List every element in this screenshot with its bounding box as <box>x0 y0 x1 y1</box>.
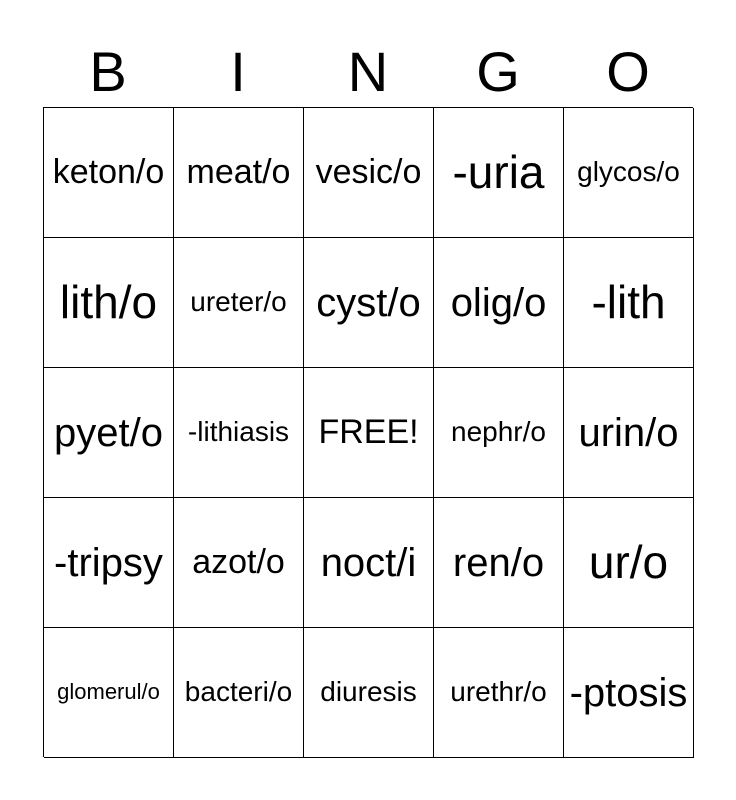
bingo-cell[interactable] <box>434 628 564 758</box>
cell-text: ren/o <box>452 540 545 585</box>
bingo-cell[interactable] <box>564 368 694 498</box>
bingo-cell[interactable] <box>174 498 304 628</box>
cell-text: olig/o <box>450 280 547 325</box>
bingo-header <box>43 40 693 108</box>
header-letter-i: I <box>230 40 246 103</box>
cell-text: vesic/o <box>315 152 422 191</box>
header-letter-o: O <box>606 40 650 103</box>
cell-text: pyet/o <box>54 410 163 455</box>
bingo-cell[interactable] <box>434 498 564 628</box>
bingo-cell[interactable] <box>174 238 304 368</box>
cell-text: bacteri/o <box>184 676 293 708</box>
bingo-cell[interactable] <box>434 108 564 238</box>
free-space-cell[interactable] <box>304 368 434 498</box>
bingo-cell[interactable] <box>304 628 434 758</box>
cell-text: urethr/o <box>450 676 547 708</box>
bingo-cell[interactable] <box>44 238 174 368</box>
bingo-cell[interactable] <box>434 368 564 498</box>
cell-text: -tripsy <box>54 540 163 585</box>
cell-text: nephr/o <box>451 416 546 448</box>
bingo-cell[interactable] <box>564 108 694 238</box>
header-letter-b: B <box>89 40 127 103</box>
bingo-cell[interactable] <box>304 108 434 238</box>
bingo-cell[interactable] <box>174 628 304 758</box>
cell-text: -uria <box>452 146 545 199</box>
cell-text: FREE! <box>318 412 419 451</box>
cell-text: diuresis <box>320 676 417 708</box>
cell-text: cyst/o <box>316 280 421 325</box>
bingo-cell[interactable] <box>174 108 304 238</box>
cell-text: lith/o <box>59 276 158 329</box>
bingo-board <box>43 107 693 757</box>
bingo-cell[interactable] <box>44 628 174 758</box>
bingo-cell[interactable] <box>44 498 174 628</box>
bingo-cell[interactable] <box>304 498 434 628</box>
bingo-cell[interactable] <box>44 108 174 238</box>
cell-text: -lithiasis <box>187 416 290 448</box>
bingo-cell[interactable] <box>564 498 694 628</box>
cell-text: azot/o <box>192 542 285 581</box>
cell-text: ur/o <box>588 536 669 589</box>
cell-text: -lith <box>591 276 666 329</box>
bingo-cell[interactable] <box>174 368 304 498</box>
cell-text: glomerul/o <box>57 679 160 705</box>
header-letter-n: N <box>347 40 389 103</box>
header-letter-g: G <box>476 40 520 103</box>
cell-text: ureter/o <box>190 286 287 318</box>
bingo-cell[interactable] <box>564 238 694 368</box>
cell-text: glycos/o <box>577 156 680 188</box>
cell-text: -ptosis <box>569 670 688 715</box>
cell-text: noct/i <box>320 540 417 585</box>
bingo-cell[interactable] <box>44 368 174 498</box>
cell-text: urin/o <box>578 410 679 455</box>
bingo-cell[interactable] <box>564 628 694 758</box>
bingo-cell[interactable] <box>304 238 434 368</box>
cell-text: meat/o <box>186 152 291 191</box>
bingo-cell[interactable] <box>434 238 564 368</box>
cell-text: keton/o <box>52 152 165 191</box>
